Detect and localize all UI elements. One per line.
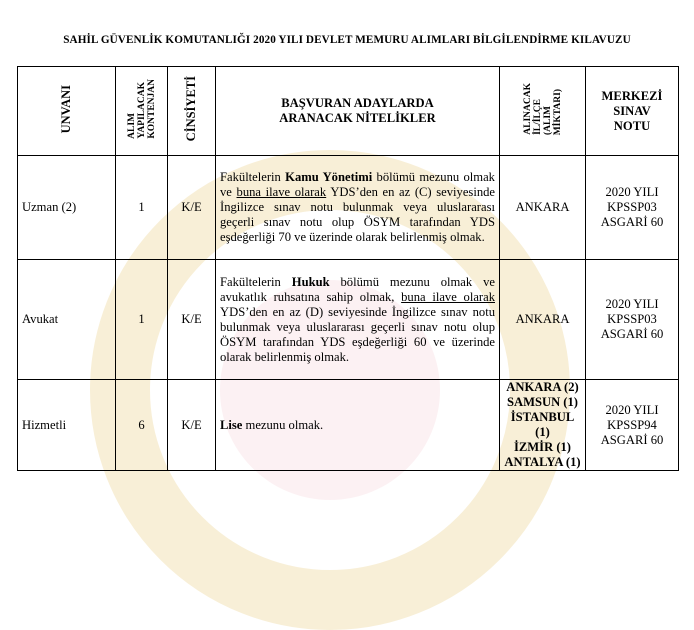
exam-type: KPSSP03 <box>607 312 657 326</box>
exam-minimum: ASGARİ 60 <box>600 432 664 447</box>
header-province <box>500 67 586 156</box>
table-row <box>18 380 679 471</box>
header-province-line-1: ALINACAK <box>522 83 533 135</box>
province-item: İSTANBUL (1) <box>510 410 575 439</box>
header-quota-line-3: KONTENJAN <box>146 79 157 139</box>
cell-gender: K/E <box>168 156 216 260</box>
exam-year: 2020 YILI <box>605 402 659 417</box>
header-quota-line-2: YAPILACAK <box>136 82 147 139</box>
cell-gender: K/E <box>168 260 216 380</box>
cell-exam-score <box>586 260 679 380</box>
cell-qualifications <box>216 380 500 471</box>
exam-minimum: ASGARİ 60 <box>600 327 664 341</box>
header-qualifications-line-2: ARANACAK NİTELİKLER <box>279 111 436 125</box>
cell-qualifications <box>216 260 500 380</box>
header-exam-line-2: SINAV <box>613 103 651 118</box>
qual-text: bölümü mezunu olmak ve avukatlık ruhsatına sahip olmak, <box>220 274 495 304</box>
header-quota <box>116 67 168 156</box>
province-item: ANKARA (2) <box>506 380 579 394</box>
header-exam-score <box>586 67 679 156</box>
qual-department: Hukuk <box>291 274 330 289</box>
cell-province-list <box>500 380 586 471</box>
header-quota-line-1: ALIM <box>126 112 137 139</box>
header-province-line-2: İL/İLÇE <box>532 98 543 135</box>
cell-qualifications <box>216 156 500 260</box>
header-position-label: UNVANI <box>59 84 73 134</box>
recruitment-table <box>17 66 679 471</box>
header-gender <box>168 67 216 156</box>
cell-province: ANKARA <box>500 156 586 260</box>
cell-gender: K/E <box>168 380 216 471</box>
cell-position: Avukat <box>18 260 116 380</box>
cell-position: Hizmetli <box>18 380 116 471</box>
table-header-row <box>18 67 679 156</box>
exam-minimum: ASGARİ 60 <box>600 215 664 229</box>
cell-exam-score <box>586 380 679 471</box>
qual-text: Fakültelerin <box>220 274 292 289</box>
header-qualifications <box>216 67 500 156</box>
header-exam-line-3: NOTU <box>613 118 651 133</box>
cell-exam-score <box>586 156 679 260</box>
header-exam-line-1: MERKEZİ <box>601 88 663 103</box>
header-gender-label: CİNSİYETİ <box>184 76 198 142</box>
exam-type: KPSSP94 <box>607 417 657 432</box>
province-item: İZMİR (1) <box>513 440 572 454</box>
cell-quota: 6 <box>116 380 168 471</box>
page-title: SAHİL GÜVENLİK KOMUTANLIĞI 2020 YILI DEVLET MEMURU ALIMLARI BİLGİLENDİRME KILAVUZU <box>63 34 631 46</box>
province-item: SAMSUN (1) <box>506 395 578 409</box>
cell-quota: 1 <box>116 156 168 260</box>
qual-text: YDS’den en az (C) seviyesinde İngilizce sınav notu bulunmak veya uluslararası geçerli sınav notu olup ÖSYM tarafından YDS eşdeğerliği 70 ve üzerinde olarak belirlenmiş olmak. <box>220 185 495 244</box>
exam-year: 2020 YILI <box>605 185 659 199</box>
qual-department: Kamu Yönetimi <box>285 170 373 184</box>
table-row <box>18 156 679 260</box>
header-province-line-4: MİKTARI) <box>552 88 563 135</box>
qual-underlined: buna ilave olarak <box>236 185 327 199</box>
qual-text: bölümü mezunu olmak ve <box>220 170 495 199</box>
header-position <box>18 67 116 156</box>
header-qualifications-line-1: BAŞVURAN ADAYLARDA <box>281 96 434 110</box>
table-row <box>18 260 679 380</box>
exam-year: 2020 YILI <box>605 297 659 311</box>
cell-province: ANKARA <box>500 260 586 380</box>
qual-text: mezunu olmak. <box>242 417 324 432</box>
header-province-line-3: (ALIM <box>542 105 553 135</box>
cell-quota: 1 <box>116 260 168 380</box>
exam-type: KPSSP03 <box>607 200 657 214</box>
qual-text: YDS’den en az (D) seviyesinde İngilizce sınav notu bulunmak veya uluslararası geçerli sınav notu olup ÖSYM tarafından YDS eşdeğerliği 60 ve üzerinde olarak belirlenmiş olmak. <box>220 304 495 364</box>
cell-position: Uzman (2) <box>18 156 116 260</box>
qual-department: Lise <box>220 417 243 432</box>
qual-underlined: buna ilave olarak <box>401 289 495 304</box>
qual-text: Fakültelerin <box>220 170 286 184</box>
province-item: ANTALYA (1) <box>504 455 581 469</box>
